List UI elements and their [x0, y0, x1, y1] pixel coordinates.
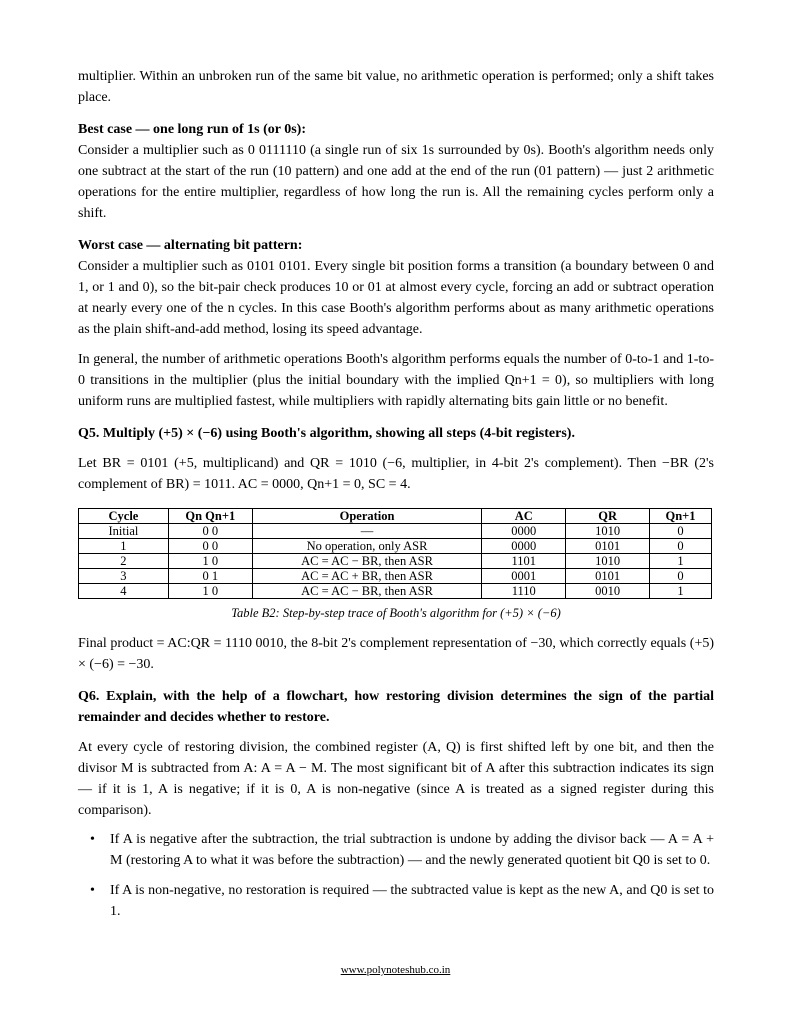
q6-heading: Q6. Explain, with the help of a flowchart, how restoring division determines the sign of the partial remainder and decides whether to restore.: [78, 689, 714, 725]
cell-operation: No operation, only ASR: [252, 539, 482, 554]
table-caption: Table B2: Step-by-step trace of Booth's algorithm for (+5) × (−6): [231, 606, 561, 620]
cell-ac: 0000: [482, 539, 566, 554]
cell-ac: 1101: [482, 554, 566, 569]
cell-cycle: Initial: [79, 524, 169, 539]
cell-cycle: 4: [79, 584, 169, 599]
list-item: [78, 829, 714, 871]
cell-operation: AC = AC − BR, then ASR: [252, 584, 482, 599]
intro-continuation: multiplier. Within an unbroken run of the same bit value, no arithmetic operation is performed; only a shift takes place.: [78, 69, 714, 105]
q5-heading: Q5. Multiply (+5) × (−6) using Booth's algorithm, showing all steps (4-bit registers).: [78, 426, 575, 441]
table-row: [79, 569, 712, 584]
best-case-text: Consider a multiplier such as 0 0111110 (a single run of six 1s surrounded by 0s). Booth's algorithm needs only one subtract at the start of the run (10 pattern) and one add at the end of the run (01 pattern) — just 2 arithmetic operations for the entire multiplier, regardless of how long the run is. All the remaining cycles perform only a shift.: [78, 143, 714, 221]
restore-rules-list: [78, 829, 714, 922]
cell-qr: 0010: [566, 584, 650, 599]
table-header-row: [79, 509, 712, 524]
list-item-text: If A is non-negative, no restoration is required — the subtracted value is kept as the new A, and Q0 is set to 1.: [110, 883, 714, 919]
cell-operation: —: [252, 524, 482, 539]
cell-ac: 1110: [482, 584, 566, 599]
header-qr: QR: [566, 509, 650, 524]
header-cycle: Cycle: [79, 509, 169, 524]
cell-qn1: 0: [650, 524, 712, 539]
worst-case-heading: Worst case — alternating bit pattern:: [78, 238, 303, 253]
cell-qn1: 0: [650, 569, 712, 584]
booth-trace-table: [78, 508, 712, 599]
cell-qn-qn1: 0 1: [168, 569, 252, 584]
footer-website-link[interactable]: www.polynoteshub.co.in: [340, 964, 451, 976]
table-row: [79, 554, 712, 569]
header-qn1: Qn+1: [650, 509, 712, 524]
q5-final-result: Final product = AC:QR = 1110 0010, the 8-bit 2's complement representation of −30, which correctly equals (+5) × (−6) = −30.: [78, 636, 714, 672]
header-ac: AC: [482, 509, 566, 524]
cell-qn-qn1: 0 0: [168, 539, 252, 554]
header-operation: Operation: [252, 509, 482, 524]
cell-qr: 0101: [566, 569, 650, 584]
cell-cycle: 3: [79, 569, 169, 584]
cell-operation: AC = AC + BR, then ASR: [252, 569, 482, 584]
cell-qn-qn1: 1 0: [168, 584, 252, 599]
cell-qn1: 1: [650, 554, 712, 569]
bullet-icon: •: [90, 832, 95, 847]
worst-case-text: Consider a multiplier such as 0101 0101. Every single bit position forms a transition (a boundary between 0 and 1, or 1 and 0), so the bit-pair check produces 10 or 01 at almost every cycle, forcing an add or subtract operation at nearly every one of the n cycles. In this case Booth's algorithm performs about as many arithmetic operations as the plain shift-and-add method, losing its speed advantage.: [78, 259, 714, 337]
q6-intro: At every cycle of restoring division, the combined register (A, Q) is first shifted left by one bit, and then the divisor M is subtracted from A: A = A − M. The most significant bit of A after this subtraction indicates its sign — if it is 1, A is negative; if it is 0, A is non-negative (since A is treated as a signed register during this comparison).: [78, 740, 714, 818]
cell-qr: 1010: [566, 524, 650, 539]
list-item-text: If A is negative after the subtraction, the trial subtraction is undone by adding the divisor back — A = A + M (restoring A to what it was before the subtraction) — and the newly generated quotient bit Q0 is set to 0.: [110, 832, 714, 868]
header-qn-qn1: Qn Qn+1: [168, 509, 252, 524]
cell-cycle: 2: [79, 554, 169, 569]
cell-operation: AC = AC − BR, then ASR: [252, 554, 482, 569]
cell-qn-qn1: 1 0: [168, 554, 252, 569]
cell-qn1: 1: [650, 584, 712, 599]
table-row: [79, 524, 712, 539]
cell-cycle: 1: [79, 539, 169, 554]
table-row: [79, 539, 712, 554]
cell-ac: 0001: [482, 569, 566, 584]
best-case-heading: Best case — one long run of 1s (or 0s):: [78, 122, 307, 137]
list-item: [78, 880, 714, 922]
document-page: [78, 66, 714, 922]
cell-qn1: 0: [650, 539, 712, 554]
cell-qr: 0101: [566, 539, 650, 554]
q5-intro: Let BR = 0101 (+5, multiplicand) and QR = 1010 (−6, multiplier, in 4-bit 2's complement). Then −BR (2's complement of BR) = 1011. AC = 0000, Qn+1 = 0, SC = 4.: [78, 456, 714, 492]
cell-qr: 1010: [566, 554, 650, 569]
cell-qn-qn1: 0 0: [168, 524, 252, 539]
table-row: [79, 584, 712, 599]
bullet-icon: •: [90, 883, 95, 898]
general-paragraph: In general, the number of arithmetic operations Booth's algorithm performs equals the number of 0-to-1 and 1-to-0 transitions in the multiplier (plus the initial boundary with the implied Qn+1 = 0), so multipliers with long uniform runs are multiplied fastest, while multipliers with rapidly alternating bits gain little or no benefit.: [78, 352, 714, 409]
cell-ac: 0000: [482, 524, 566, 539]
